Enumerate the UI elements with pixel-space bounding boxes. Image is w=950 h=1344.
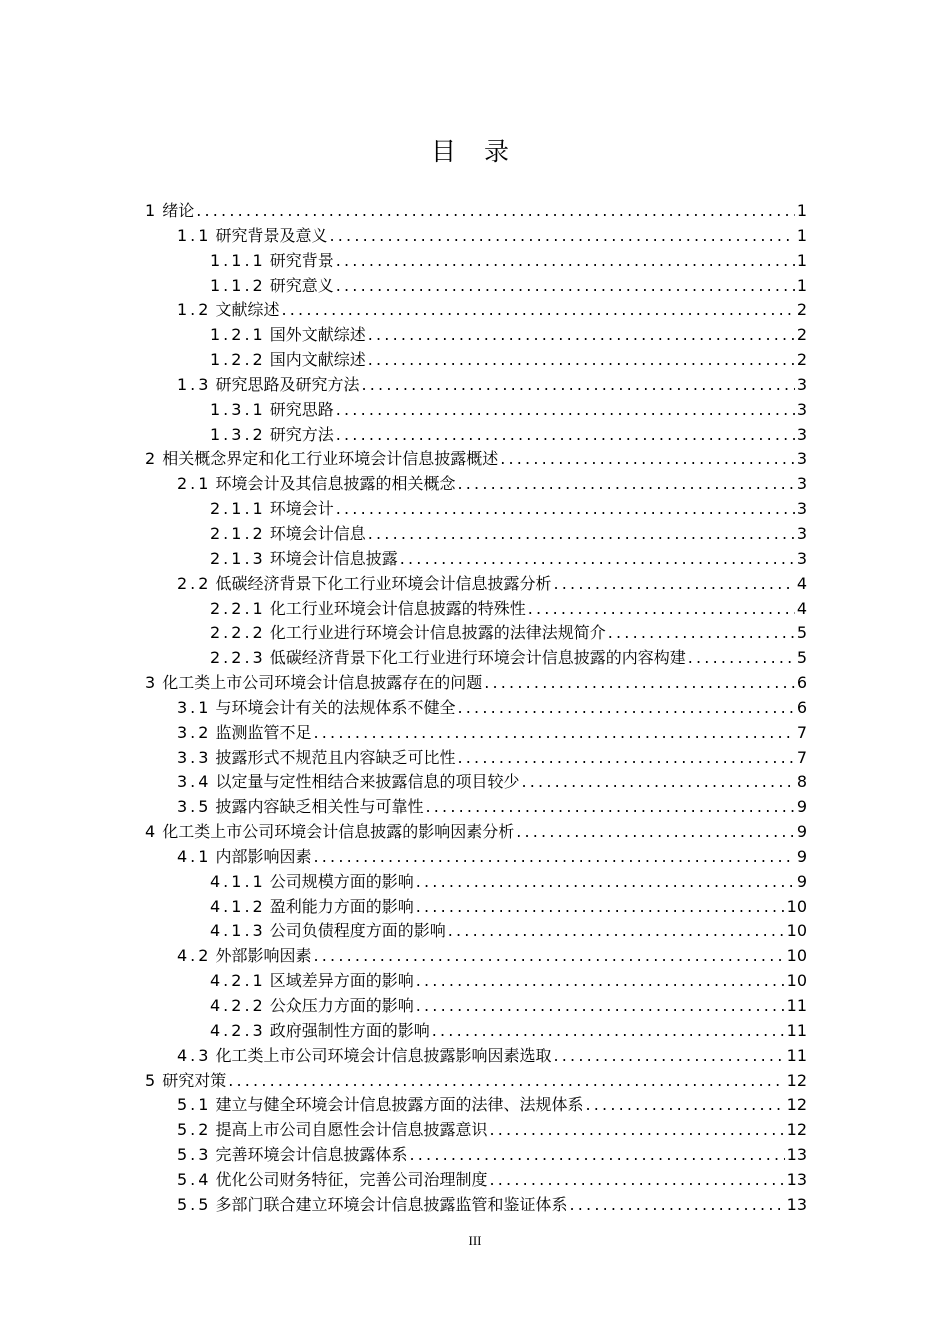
toc-dot-leader <box>688 646 795 671</box>
toc-dot-leader <box>521 770 794 795</box>
toc-entry[interactable] <box>145 895 807 920</box>
toc-entry-title <box>210 597 526 622</box>
toc-entry[interactable] <box>145 944 807 969</box>
toc-entry-page: 6 <box>796 697 807 717</box>
toc-entry-page: 9 <box>796 822 807 842</box>
toc-entry-title <box>177 1168 487 1193</box>
toc-entry-page: 3 <box>796 449 807 469</box>
toc-entry-title <box>210 919 446 944</box>
toc-entry-page: 6 <box>796 673 807 693</box>
toc-entry-page: 10 <box>786 896 807 916</box>
toc-entry-title <box>210 547 398 572</box>
toc-entry-page: 4 <box>796 573 807 593</box>
toc-entry-page: 13 <box>786 1145 807 1165</box>
toc-entry-label: 提高上市公司自愿性会计信息披露意识 <box>215 1120 488 1140</box>
toc-entry-number: 5.3 <box>177 1145 212 1165</box>
toc-entry-number: 3 <box>145 673 159 693</box>
toc-entry-label: 低碳经济背景下化工行业进行环境会计信息披露的内容构建 <box>269 648 686 668</box>
toc-entry-title <box>177 572 551 597</box>
toc-entry-number: 4.2.3 <box>210 1020 266 1040</box>
toc-entry-number: 4.1.2 <box>210 896 266 916</box>
toc-entry-title <box>210 969 414 994</box>
toc-entry-page: 9 <box>796 846 807 866</box>
toc-entry[interactable] <box>145 1019 807 1044</box>
toc-dot-leader <box>553 572 794 597</box>
toc-entry[interactable] <box>145 994 807 1019</box>
toc-entry-label: 化工类上市公司环境会计信息披露影响因素选取 <box>215 1045 552 1065</box>
page-title: 目 录 <box>431 137 519 166</box>
toc-entry-title <box>177 298 279 323</box>
toc-entry-number: 3.1 <box>177 697 212 717</box>
toc-entry-page: 3 <box>796 548 807 568</box>
toc-entry-label: 盈利能力方面的影响 <box>269 896 414 916</box>
toc-dot-leader <box>569 1193 784 1218</box>
toc-entry[interactable] <box>145 447 807 472</box>
toc-entry-label: 研究背景及意义 <box>215 225 328 245</box>
toc-entry-page: 3 <box>796 399 807 419</box>
toc-entry-number: 1.3.1 <box>210 399 266 419</box>
toc-entry-title <box>177 721 311 746</box>
toc-dot-leader <box>416 895 785 920</box>
toc-entry-page: 13 <box>786 1169 807 1189</box>
toc-dot-leader <box>196 199 795 224</box>
toc-dot-leader <box>457 472 794 497</box>
toc-entry[interactable] <box>145 224 807 249</box>
toc-entry-title <box>177 845 311 870</box>
toc-entry-label: 文献综述 <box>215 300 280 320</box>
toc-entry[interactable] <box>145 1143 807 1168</box>
toc-dot-leader <box>457 696 794 721</box>
toc-entry-label: 与环境会计有关的法规体系不健全 <box>215 697 456 717</box>
toc-entry[interactable] <box>145 199 807 224</box>
toc-entry[interactable] <box>145 572 807 597</box>
toc-entry-title <box>177 1093 583 1118</box>
toc-entry-title <box>177 1118 487 1143</box>
toc-entry-page: 12 <box>786 1070 807 1090</box>
toc-entry-label: 环境会计信息 <box>269 523 366 543</box>
toc-entry-page: 3 <box>796 424 807 444</box>
toc-entry-title <box>145 1069 226 1094</box>
toc-entry-page: 1 <box>796 275 807 295</box>
toc-entry-title <box>210 870 414 895</box>
toc-entry-page: 12 <box>786 1120 807 1140</box>
toc-entry-title <box>177 944 311 969</box>
toc-entry-title <box>177 224 327 249</box>
toc-entry-page: 3 <box>796 523 807 543</box>
toc-entry[interactable] <box>145 795 807 820</box>
toc-entry-number: 1.2.2 <box>210 350 266 370</box>
toc-entry-title <box>210 323 366 348</box>
toc-entry-title <box>210 646 686 671</box>
toc-dot-leader <box>228 1069 784 1094</box>
toc-entry-label: 多部门联合建立环境会计信息披露监管和鉴证体系 <box>215 1194 568 1214</box>
toc-entry-page: 11 <box>786 996 807 1015</box>
toc-entry-label: 监测监管不足 <box>215 722 312 742</box>
toc-entry-title <box>177 746 455 771</box>
toc-entry[interactable] <box>145 820 807 845</box>
toc-entry-title <box>145 199 194 224</box>
toc-entry-label: 环境会计及其信息披露的相关概念 <box>215 474 456 494</box>
toc-entry-title <box>210 249 334 274</box>
toc-entry-label: 研究方法 <box>269 424 334 444</box>
toc-entry-page: 8 <box>796 772 807 792</box>
toc-entry[interactable] <box>145 323 807 348</box>
toc-entry[interactable] <box>145 1044 807 1069</box>
toc-entry-label: 国内文献综述 <box>269 350 366 370</box>
toc-entry-label: 内部影响因素 <box>215 846 312 866</box>
toc-entry-title <box>145 447 498 472</box>
toc-entry-label: 以定量与定性相结合来披露信息的项目较少 <box>215 772 520 792</box>
toc-entry-number: 1.3.2 <box>210 424 266 444</box>
toc-dot-leader <box>528 597 795 622</box>
toc-dot-leader <box>608 621 795 646</box>
toc-entry-page: 12 <box>786 1095 807 1115</box>
toc-entry[interactable] <box>145 522 807 547</box>
toc-dot-leader <box>457 746 794 771</box>
toc-entry[interactable] <box>145 423 807 448</box>
toc-entry-title <box>177 770 519 795</box>
toc-dot-leader <box>336 274 795 299</box>
toc-dot-leader <box>553 1044 784 1069</box>
toc-entry[interactable] <box>145 870 807 895</box>
toc-entry[interactable] <box>145 621 807 646</box>
toc-entry-page: 2 <box>796 350 807 370</box>
toc-entry[interactable] <box>145 472 807 497</box>
toc-dot-leader <box>432 1019 785 1044</box>
toc-dot-leader <box>329 224 794 249</box>
toc-entry-number: 4 <box>145 822 159 842</box>
toc-dot-leader <box>313 721 794 746</box>
toc-entry-title <box>177 373 359 398</box>
toc-entry-title <box>210 398 334 423</box>
toc-entry[interactable] <box>145 770 807 795</box>
toc-entry-number: 1.1.2 <box>210 275 266 295</box>
toc-entry-page: 5 <box>796 623 807 643</box>
toc-entry-label: 建立与健全环境会计信息披露方面的法律、法规体系 <box>215 1095 584 1115</box>
toc-entry-number: 5 <box>145 1070 159 1090</box>
toc-entry-title <box>145 671 482 696</box>
toc-entry-label: 研究对策 <box>162 1070 227 1090</box>
toc-entry-label: 环境会计信息披露 <box>269 548 398 568</box>
toc-entry-label: 完善环境会计信息披露体系 <box>215 1145 408 1165</box>
toc-entry-label: 国外文献综述 <box>269 325 366 345</box>
toc-entry-label: 政府强制性方面的影响 <box>269 1020 430 1040</box>
toc-entry-number: 3.3 <box>177 747 212 767</box>
toc-dot-leader <box>425 795 794 820</box>
toc-entry-number: 4.2.2 <box>210 996 266 1015</box>
toc-dot-leader <box>336 249 795 274</box>
toc-entry-number: 5.5 <box>177 1194 212 1214</box>
toc-entry[interactable] <box>145 1118 807 1143</box>
toc-entry[interactable] <box>145 1093 807 1118</box>
toc-entry-page: 1 <box>796 201 807 220</box>
toc-entry-label: 研究意义 <box>269 275 334 295</box>
toc-dot-leader <box>484 671 795 696</box>
toc-dot-leader <box>368 348 795 373</box>
toc-entry-number: 1.3 <box>177 374 212 394</box>
toc-entry-title <box>210 522 366 547</box>
toc-entry-number: 2.1.2 <box>210 523 266 543</box>
toc-entry-title <box>177 795 423 820</box>
toc-entry-label: 外部影响因素 <box>215 946 312 966</box>
toc-entry-number: 2.1.1 <box>210 499 266 519</box>
toc-dot-leader <box>281 298 794 323</box>
toc-entry-page: 7 <box>796 747 807 767</box>
toc-entry-number: 1 <box>145 201 159 220</box>
toc-entry-page: 13 <box>786 1194 807 1214</box>
toc-dot-leader <box>516 820 795 845</box>
toc-dot-leader <box>409 1143 784 1168</box>
toc-entry-page: 4 <box>796 598 807 618</box>
toc-entry-number: 2.1 <box>177 474 212 494</box>
toc-dot-leader <box>368 522 795 547</box>
toc-entry-label: 化工行业进行环境会计信息披露的法律法规简介 <box>269 623 606 643</box>
toc-entry[interactable] <box>145 969 807 994</box>
toc-entry-title <box>210 994 414 1019</box>
toc-entry-number: 4.1.3 <box>210 921 266 941</box>
toc-entry[interactable] <box>145 274 807 299</box>
table-of-contents <box>145 199 807 1218</box>
toc-entry[interactable] <box>145 249 807 274</box>
toc-dot-leader <box>313 944 784 969</box>
toc-dot-leader <box>416 969 785 994</box>
toc-dot-leader <box>489 1168 784 1193</box>
toc-entry-number: 5.1 <box>177 1095 212 1115</box>
toc-entry[interactable] <box>145 547 807 572</box>
toc-entry-title <box>210 497 334 522</box>
toc-entry-title <box>177 472 455 497</box>
toc-entry[interactable] <box>145 597 807 622</box>
toc-entry-number: 2.1.3 <box>210 548 266 568</box>
toc-entry[interactable] <box>145 696 807 721</box>
toc-entry-title <box>210 1019 430 1044</box>
toc-entry-label: 区域差异方面的影响 <box>269 971 414 991</box>
toc-entry-number: 2.2 <box>177 573 212 593</box>
toc-entry-number: 1.2 <box>177 300 212 320</box>
toc-entry-label: 相关概念界定和化工行业环境会计信息披露概述 <box>162 449 499 469</box>
toc-entry-number: 4.3 <box>177 1045 212 1065</box>
toc-entry-title <box>210 895 414 920</box>
toc-dot-leader <box>489 1118 784 1143</box>
toc-entry-page: 2 <box>796 300 807 320</box>
toc-entry-page: 7 <box>796 722 807 742</box>
toc-entry[interactable] <box>145 398 807 423</box>
toc-entry-page: 2 <box>796 325 807 345</box>
toc-entry-label: 化工行业环境会计信息披露的特殊性 <box>269 598 526 618</box>
toc-entry-number: 4.2 <box>177 946 212 966</box>
toc-entry[interactable] <box>145 721 807 746</box>
toc-entry-title <box>145 820 514 845</box>
toc-entry-label: 绪论 <box>162 201 195 220</box>
toc-dot-leader <box>336 398 795 423</box>
toc-entry-label: 研究背景 <box>269 250 334 270</box>
toc-entry-number: 3.5 <box>177 797 212 817</box>
page-number: III <box>468 1233 482 1248</box>
toc-entry-label: 化工类上市公司环境会计信息披露存在的问题 <box>162 673 483 693</box>
toc-entry[interactable] <box>145 497 807 522</box>
toc-entry-page: 1 <box>796 250 807 270</box>
toc-entry[interactable] <box>145 646 807 671</box>
toc-entry-number: 1.1.1 <box>210 250 266 270</box>
toc-entry-label: 公司规模方面的影响 <box>269 871 414 891</box>
toc-entry-number: 2.2.3 <box>210 648 266 668</box>
toc-entry-title <box>177 1143 407 1168</box>
toc-entry-title <box>177 1193 567 1218</box>
toc-dot-leader <box>361 373 794 398</box>
toc-entry-page: 9 <box>796 871 807 891</box>
toc-entry[interactable] <box>145 298 807 323</box>
toc-entry-label: 低碳经济背景下化工行业环境会计信息披露分析 <box>215 573 552 593</box>
toc-entry[interactable] <box>145 746 807 771</box>
toc-entry-page: 10 <box>786 946 807 966</box>
toc-entry[interactable] <box>145 919 807 944</box>
toc-entry-title <box>210 621 606 646</box>
toc-entry-label: 公司负债程度方面的影响 <box>269 921 446 941</box>
toc-dot-leader <box>416 994 785 1019</box>
toc-entry-number: 2.2.1 <box>210 598 266 618</box>
toc-dot-leader <box>368 323 795 348</box>
toc-entry[interactable] <box>145 348 807 373</box>
toc-entry-label: 披露形式不规范且内容缺乏可比性 <box>215 747 456 767</box>
toc-entry-number: 2 <box>145 449 159 469</box>
toc-entry-page: 3 <box>796 474 807 494</box>
toc-dot-leader <box>400 547 795 572</box>
toc-entry-number: 4.1.1 <box>210 871 266 891</box>
toc-entry[interactable] <box>145 845 807 870</box>
toc-entry-page: 1 <box>796 225 807 245</box>
toc-entry-title <box>177 1044 551 1069</box>
toc-dot-leader <box>500 447 795 472</box>
toc-entry-number: 3.4 <box>177 772 212 792</box>
toc-dot-leader <box>416 870 795 895</box>
toc-entry-title <box>210 348 366 373</box>
toc-entry-page: 5 <box>796 648 807 668</box>
toc-entry-number: 2.2.2 <box>210 623 266 643</box>
toc-entry-number: 1.1 <box>177 225 212 245</box>
toc-entry-number: 4.1 <box>177 846 212 866</box>
toc-entry-title <box>210 423 334 448</box>
toc-entry-number: 5.2 <box>177 1120 212 1140</box>
toc-entry-label: 环境会计 <box>269 499 334 519</box>
toc-dot-leader <box>336 423 795 448</box>
toc-entry-label: 研究思路 <box>269 399 334 419</box>
toc-entry-title <box>210 274 334 299</box>
toc-dot-leader <box>448 919 785 944</box>
toc-entry-page: 11 <box>786 1045 807 1065</box>
toc-entry-title <box>177 696 455 721</box>
toc-entry[interactable] <box>145 373 807 398</box>
toc-entry-label: 研究思路及研究方法 <box>215 374 360 394</box>
toc-entry-number: 4.2.1 <box>210 971 266 991</box>
toc-entry-page: 10 <box>786 921 807 941</box>
toc-entry-label: 化工类上市公司环境会计信息披露的影响因素分析 <box>162 822 515 842</box>
toc-entry[interactable] <box>145 671 807 696</box>
toc-entry-number: 1.2.1 <box>210 325 266 345</box>
toc-entry-page: 11 <box>786 1020 807 1040</box>
toc-entry[interactable] <box>145 1069 807 1094</box>
toc-entry-page: 3 <box>796 499 807 519</box>
toc-entry-number: 3.2 <box>177 722 212 742</box>
toc-entry-number: 5.4 <box>177 1169 212 1189</box>
toc-dot-leader <box>585 1093 784 1118</box>
toc-entry-label: 优化公司财务特征，完善公司治理制度 <box>215 1169 488 1189</box>
toc-entry-label: 公众压力方面的影响 <box>269 996 414 1015</box>
toc-entry[interactable] <box>145 1193 807 1218</box>
toc-dot-leader <box>313 845 794 870</box>
toc-entry-label: 披露内容缺乏相关性与可靠性 <box>215 797 424 817</box>
toc-entry-page: 10 <box>786 971 807 991</box>
toc-entry-page: 3 <box>796 374 807 394</box>
toc-entry-page: 9 <box>796 797 807 817</box>
toc-dot-leader <box>336 497 795 522</box>
toc-entry[interactable] <box>145 1168 807 1193</box>
